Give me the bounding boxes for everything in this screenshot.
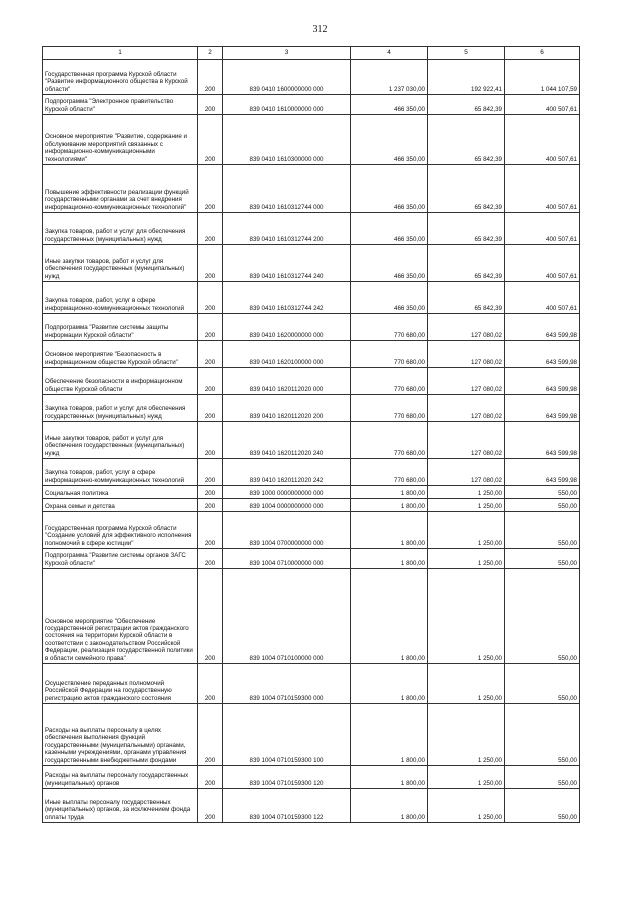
row-code-cell: 839 1000 0000000000 000	[223, 486, 351, 499]
row-col6-cell: 643 599,98	[505, 395, 580, 422]
row-col4-cell: 1 800,00	[351, 789, 428, 823]
row-col2-cell: 200	[198, 549, 223, 569]
row-col5-cell: 1 250,00	[428, 512, 505, 549]
row-col5-cell: 1 250,00	[428, 569, 505, 664]
table-row	[43, 95, 580, 115]
row-name-cell: Подпрограмма "Развитие системы органов ЗАГС Курской области"	[43, 549, 198, 569]
row-col4-cell: 466 350,00	[351, 282, 428, 314]
row-col5-cell: 1 250,00	[428, 549, 505, 569]
row-col4-cell: 1 800,00	[351, 486, 428, 499]
row-col6-cell: 400 507,61	[505, 245, 580, 282]
row-col4-cell: 466 350,00	[351, 245, 428, 282]
row-col4-cell: 1 237 030,00	[351, 60, 428, 95]
row-name-cell: Государственная программа Курской области "Создание условий для эффективного исполнения полномочий в сфере юстиции"	[43, 512, 198, 549]
budget-table	[42, 46, 580, 823]
row-name-cell: Закупка товаров, работ, услуг в сфере информационно-коммуникационных технологий	[43, 459, 198, 486]
row-col2-cell: 200	[198, 245, 223, 282]
row-col6-cell: 400 507,61	[505, 95, 580, 115]
row-col5-cell: 65 842,39	[428, 245, 505, 282]
table-row	[43, 341, 580, 368]
table-row	[43, 422, 580, 459]
row-col4-cell: 466 350,00	[351, 213, 428, 245]
row-col2-cell: 200	[198, 282, 223, 314]
row-code-cell: 839 0410 1610312744 200	[223, 213, 351, 245]
page-number: 312	[312, 24, 328, 35]
row-col4-cell: 1 800,00	[351, 569, 428, 664]
header-cell: 5	[428, 47, 505, 60]
row-col6-cell: 550,00	[505, 549, 580, 569]
row-col5-cell: 1 250,00	[428, 704, 505, 766]
row-code-cell: 839 0410 1610312744 240	[223, 245, 351, 282]
row-col5-cell: 127 080,02	[428, 395, 505, 422]
row-name-cell: Иные закупки товаров, работ и услуг для обеспечения государственных (муниципальных) нужд	[43, 245, 198, 282]
row-code-cell: 839 0410 1610312744 242	[223, 282, 351, 314]
row-name-cell: Повышение эффективности реализации функций государственными органами за счет внедрения информационно-коммуникационных технологий"	[43, 165, 198, 213]
header-cell: 2	[198, 47, 223, 60]
row-name-cell: Закупка товаров, работ и услуг для обеспечения государственных (муниципальных) нужд	[43, 213, 198, 245]
row-col5-cell: 65 842,39	[428, 165, 505, 213]
table-row	[43, 486, 580, 499]
row-code-cell: 839 1004 0710159300 122	[223, 789, 351, 823]
row-col5-cell: 65 842,39	[428, 115, 505, 165]
row-col2-cell: 200	[198, 789, 223, 823]
header-cell: 6	[505, 47, 580, 60]
table-row	[43, 245, 580, 282]
row-col5-cell: 127 080,02	[428, 341, 505, 368]
row-col5-cell: 1 250,00	[428, 499, 505, 512]
row-col6-cell: 550,00	[505, 569, 580, 664]
row-col5-cell: 65 842,39	[428, 213, 505, 245]
row-code-cell: 839 0410 1620000000 000	[223, 314, 351, 341]
row-col6-cell: 643 599,98	[505, 422, 580, 459]
row-col4-cell: 466 350,00	[351, 95, 428, 115]
table-row	[43, 395, 580, 422]
row-col5-cell: 192 922,41	[428, 60, 505, 95]
row-col2-cell: 200	[198, 314, 223, 341]
row-col2-cell: 200	[198, 512, 223, 549]
row-code-cell: 839 0410 1620100000 000	[223, 341, 351, 368]
row-col2-cell: 200	[198, 569, 223, 664]
row-col2-cell: 200	[198, 395, 223, 422]
table-row	[43, 766, 580, 789]
row-col6-cell: 550,00	[505, 486, 580, 499]
row-col6-cell: 550,00	[505, 704, 580, 766]
row-col6-cell: 400 507,61	[505, 165, 580, 213]
row-col6-cell: 400 507,61	[505, 213, 580, 245]
row-col5-cell: 1 250,00	[428, 664, 505, 704]
row-col4-cell: 1 800,00	[351, 549, 428, 569]
row-col2-cell: 200	[198, 499, 223, 512]
row-name-cell: Закупка товаров, работ, услуг в сфере информационно-коммуникационных технологий	[43, 282, 198, 314]
row-name-cell: Закупка товаров, работ и услуг для обеспечения государственных (муниципальных) нужд	[43, 395, 198, 422]
row-col6-cell: 643 599,98	[505, 368, 580, 395]
row-code-cell: 839 0410 1600000000 000	[223, 60, 351, 95]
row-col2-cell: 200	[198, 95, 223, 115]
row-name-cell: Охрана семьи и детства	[43, 499, 198, 512]
row-col2-cell: 200	[198, 704, 223, 766]
row-col6-cell: 643 599,98	[505, 459, 580, 486]
row-name-cell: Государственная программа Курской области "Развитие информационного общества в Курской области"	[43, 60, 198, 95]
table-row	[43, 664, 580, 704]
row-col4-cell: 1 800,00	[351, 664, 428, 704]
row-col6-cell: 550,00	[505, 512, 580, 549]
row-name-cell: Осуществление переданных полномочий Российской Федерации на государственную регистрацию актов гражданского состояния	[43, 664, 198, 704]
table-row	[43, 115, 580, 165]
table-row	[43, 282, 580, 314]
row-name-cell: Расходы на выплаты персоналу государственных (муниципальных) органов	[43, 766, 198, 789]
table-header-row	[43, 47, 580, 60]
row-col2-cell: 200	[198, 422, 223, 459]
row-col2-cell: 200	[198, 664, 223, 704]
row-col5-cell: 127 080,02	[428, 422, 505, 459]
row-col4-cell: 770 680,00	[351, 422, 428, 459]
row-col6-cell: 550,00	[505, 789, 580, 823]
table-row	[43, 569, 580, 664]
row-code-cell: 839 1004 0710000000 000	[223, 549, 351, 569]
row-code-cell: 839 0410 1620112020 200	[223, 395, 351, 422]
row-col4-cell: 770 680,00	[351, 314, 428, 341]
table-row	[43, 512, 580, 549]
row-col2-cell: 200	[198, 60, 223, 95]
row-col4-cell: 466 350,00	[351, 165, 428, 213]
row-code-cell: 839 0410 1610300000 000	[223, 115, 351, 165]
row-code-cell: 839 1004 0000000000 000	[223, 499, 351, 512]
table-row	[43, 499, 580, 512]
table-row	[43, 165, 580, 213]
header-cell: 1	[43, 47, 198, 60]
row-code-cell: 839 0410 1610000000 000	[223, 95, 351, 115]
row-col4-cell: 1 800,00	[351, 499, 428, 512]
row-code-cell: 839 1004 0710100000 000	[223, 569, 351, 664]
row-name-cell: Расходы на выплаты персоналу в целях обеспечения выполнения функций государственными (муниципальными) органами, казенными учреждениями, органами управления государственными внебюджетными фондами	[43, 704, 198, 766]
row-name-cell: Основное мероприятие "Развитие, содержание и обслуживание мероприятий связанных с информационно-коммуникационными технологиями"	[43, 115, 198, 165]
table-row	[43, 704, 580, 766]
row-col4-cell: 770 680,00	[351, 395, 428, 422]
header-cell: 3	[223, 47, 351, 60]
row-name-cell: Основное мероприятие "Обеспечение государственной регистрации актов гражданского состояния на территории Курской области в соответствии с законодательством Российской Федерации, реализация государственной политики в области семейного права"	[43, 569, 198, 664]
row-col5-cell: 65 842,39	[428, 95, 505, 115]
row-name-cell: Иные закупки товаров, работ и услуг для обеспечения государственных (муниципальных) нужд	[43, 422, 198, 459]
row-col2-cell: 200	[198, 115, 223, 165]
row-col6-cell: 400 507,61	[505, 282, 580, 314]
row-code-cell: 839 0410 1620112020 240	[223, 422, 351, 459]
table-row	[43, 368, 580, 395]
row-col4-cell: 770 680,00	[351, 368, 428, 395]
row-code-cell: 839 1004 0700000000 000	[223, 512, 351, 549]
row-col4-cell: 770 680,00	[351, 459, 428, 486]
row-name-cell: Подпрограмма "Развитие системы защиты информации Курской области"	[43, 314, 198, 341]
row-col5-cell: 1 250,00	[428, 486, 505, 499]
row-code-cell: 839 0410 1620112020 000	[223, 368, 351, 395]
row-name-cell: Основное мероприятие "Безопасность в информационном обществе Курской области"	[43, 341, 198, 368]
row-col4-cell: 770 680,00	[351, 341, 428, 368]
row-col6-cell: 550,00	[505, 664, 580, 704]
row-col2-cell: 200	[198, 341, 223, 368]
table-row	[43, 789, 580, 823]
row-col2-cell: 200	[198, 368, 223, 395]
row-col6-cell: 643 599,98	[505, 341, 580, 368]
table-row	[43, 213, 580, 245]
row-col6-cell: 400 507,61	[505, 115, 580, 165]
row-code-cell: 839 1004 0710159300 000	[223, 664, 351, 704]
row-col4-cell: 466 350,00	[351, 115, 428, 165]
row-col2-cell: 200	[198, 165, 223, 213]
row-col5-cell: 1 250,00	[428, 789, 505, 823]
row-name-cell: Социальная политика	[43, 486, 198, 499]
row-col4-cell: 1 800,00	[351, 704, 428, 766]
row-col5-cell: 1 250,00	[428, 766, 505, 789]
row-col6-cell: 550,00	[505, 766, 580, 789]
row-name-cell: Обеспечение безопасности в информационном обществе Курской области	[43, 368, 198, 395]
row-col5-cell: 127 080,02	[428, 368, 505, 395]
row-col2-cell: 200	[198, 213, 223, 245]
row-col5-cell: 127 080,02	[428, 314, 505, 341]
table-row	[43, 314, 580, 341]
row-code-cell: 839 1004 0710159300 120	[223, 766, 351, 789]
table-row	[43, 459, 580, 486]
table-row	[43, 60, 580, 95]
row-col5-cell: 65 842,39	[428, 282, 505, 314]
row-col2-cell: 200	[198, 459, 223, 486]
row-col6-cell: 1 044 107,59	[505, 60, 580, 95]
row-col2-cell: 200	[198, 766, 223, 789]
table-row	[43, 549, 580, 569]
header-cell: 4	[351, 47, 428, 60]
row-col2-cell: 200	[198, 486, 223, 499]
row-code-cell: 839 0410 1610312744 000	[223, 165, 351, 213]
row-col4-cell: 1 800,00	[351, 512, 428, 549]
row-col6-cell: 643 599,98	[505, 314, 580, 341]
row-col4-cell: 1 800,00	[351, 766, 428, 789]
row-code-cell: 839 0410 1620112020 242	[223, 459, 351, 486]
row-col5-cell: 127 080,02	[428, 459, 505, 486]
row-name-cell: Подпрограмма "Электронное правительство Курской области"	[43, 95, 198, 115]
row-code-cell: 839 1004 0710159300 100	[223, 704, 351, 766]
row-col6-cell: 550,00	[505, 499, 580, 512]
row-name-cell: Иные выплаты персоналу государственных (муниципальных) органов, за исключением фонда оплаты труда	[43, 789, 198, 823]
